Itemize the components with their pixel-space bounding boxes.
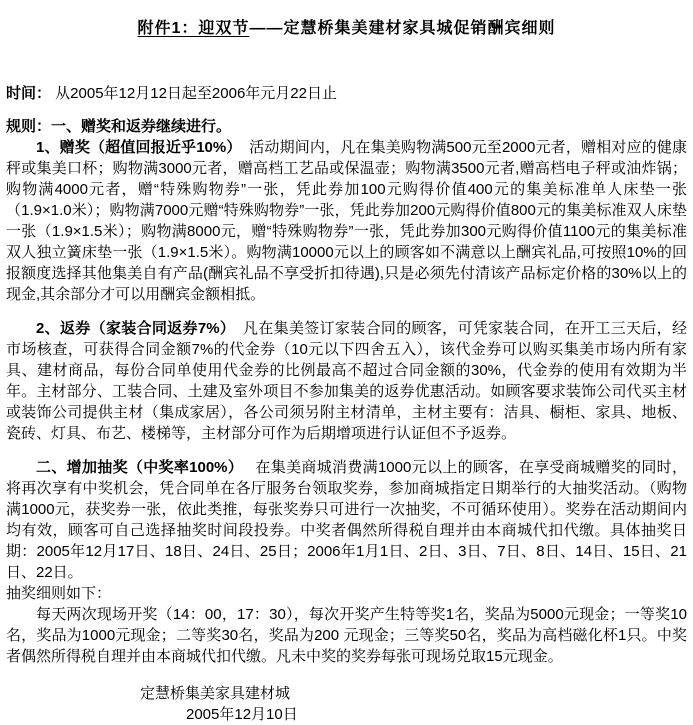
lottery-rules-label: 抽奖细则如下： [6, 585, 112, 602]
title-rest: ——定慧桥集美建材家具城促销酬宾细则 [249, 20, 556, 37]
rules-line [6, 116, 687, 137]
title-attachment-label: 附件1：迎双节 [137, 20, 250, 37]
paragraph-voucher-return [6, 318, 687, 444]
rules-value: 一、赠奖和返券继续进行。 [51, 118, 232, 135]
paragraph-gift-awards [6, 137, 687, 305]
signature-block [6, 683, 687, 725]
paragraph-voucher-return-text: 凡在集美签订家装合同的顾客，可凭家装合同，在开工三天后，经市场核查，可获得合同金额7%的代金券（10元以下四舍五入），该代金券可以购买集美市场内所有家具、建材商品，每份合同单使用代金券的比例最高不超过合同金额的30%，代金券的使用有效期为半年。主材部分、工装合同、土建及室外项目不参加集美的返券优惠活动。如顾客要求装饰公司代买主材或装饰公司提供主材（集成家居），各公司须另附主材清单，主材主要有：洁具、橱柜、家具、地板、瓷砖、灯具、布艺、楼梯等，主材部分可作为后期增项进行认证但不予返券。 [6, 320, 687, 442]
paragraph-lottery [6, 457, 687, 583]
time-label: 时间： [6, 85, 52, 102]
rules-label: 规则： [6, 118, 52, 135]
paragraph-lottery-lead: 二、增加抽奖（中奖率100%） [36, 459, 236, 476]
time-line [6, 83, 687, 104]
document-title [6, 18, 687, 39]
paragraph-lottery-text: 在集美商城消费满1000元以上的顾客，在享受商城赠奖的同时，将再次享有中奖机会，凭合同单在各厅服务台领取奖券，参加商城指定日期举行的大抽奖活动。（购物满1000元，获奖券一张，依此类推，每张奖券只可进行一次抽奖，不可循环使用）。奖券在活动期间内均有效，顾客可自己选择抽奖时间段投券。中奖者偶然所得税自理并由本商城代扣代缴。具体抽奖日期：2005年12月17日、18日、24日、25日；2006年1月1日、2日、3日、7日、8日、14日、15日、21日、22日。 [6, 459, 687, 581]
signature-org: 定慧桥集美家具建材城 [140, 685, 291, 702]
paragraph-lottery-detail [6, 604, 687, 667]
paragraph-voucher-return-lead: 2、返券（家装合同返券7%） [36, 320, 228, 337]
signature-date: 2005年12月10日 [186, 706, 298, 723]
time-value: 从2005年12月12日起至2006年元月22日止 [51, 85, 337, 102]
paragraph-gift-awards-text: 活动期间内，凡在集美购物满500元至2000元者，赠相对应的健康秤或集美口杯；购物满3000元者，赠高档工艺品或保温壶；购物满3500元者,赠高档电子秤或油炸锅；购物满4000元者，赠“特殊购物券”一张，凭此券加100元购得价值400元的集美标准单人床垫一张（1.9×1.0米）；购物满7000元赠“特殊购物券”一张，凭此券加200元购得价值800元的集美标准双人床垫一张（1.9×1.5米）；购物满8000元，赠“特殊购物券”一张，凭此券加300元购得价值1100元的集美标准双人独立簧床垫一张（1.9×1.5米）。购物满10000元以上的顾客如不满意以上酬宾礼品,可按照10%的回报额度选择其他集美自有产品(酬宾礼品不享受折扣待遇),只是必须先付清该产品标定价格的30%以上的现金,其余部分才可以用酬宾金额相抵。 [6, 139, 687, 303]
paragraph-gift-awards-lead: 1、赠奖（超值回报近乎10%） [36, 139, 235, 156]
paragraph-lottery-detail-text: 每天两次现场开奖（14：00，17：30），每次开奖产生特等奖1名，奖品为5000元现金；一等奖10名，奖品为1000元现金；二等奖30名，奖品为200 元现金；三等奖50名，奖品为高档磁化杯1只。中奖者偶然所得税自理并由本商城代扣代缴。凡未中奖的奖券每张可现场兑取15元现金。 [6, 606, 687, 665]
